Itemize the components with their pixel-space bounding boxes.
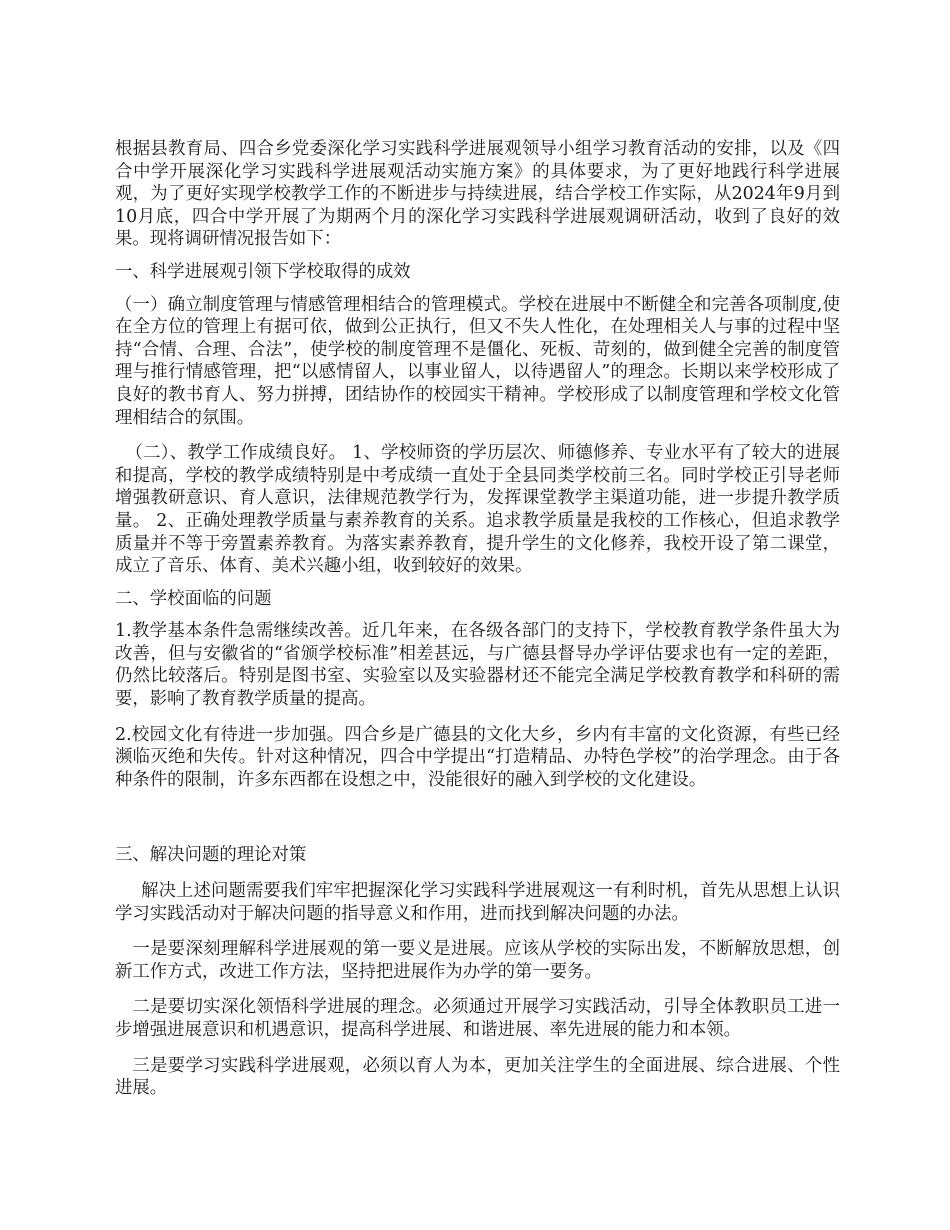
section-2-paragraph-2: 2.校园文化有待进一步加强。四合乡是广德县的文化大乡，乡内有丰富的文化资源，有些已经濒临灭绝和失传。针对这种情况，四合中学提出“打造精品、办特色学校”的治学理念。由于各种条件的限制，许多东西都在设想之中，没能很好的融入到学校的文化建设。 bbox=[115, 724, 840, 790]
section-1-paragraph-1: （一）确立制度管理与情感管理相结合的管理模式。学校在进展中不断健全和完善各项制度,使在全方位的管理上有据可依，做到公正执行，但又不失人性化，在处理相关人与事的过程中坚持“合情、合理、合法”，使学校的制度管理不是僵化、死板、苛刻的，做到健全完善的制度管理与推行情感管理，把“以感情留人，以事业留人，以待遇留人”的理念。长期以来学校形成了良好的教书育人、努力拼搏，团结协作的校园实干精神。学校形成了以制度管理和学校文化管理相结合的氛围。 bbox=[115, 294, 840, 428]
section-3-paragraph-3: 二是要切实深化领悟科学进展的理念。必须通过开展学习实践活动，引导全体教职员工进一步增强进展意识和机遇意识，提高科学进展、和谐进展、率先进展的能力和本领。 bbox=[115, 997, 840, 1040]
section-3-heading: 三、解决问题的理论对策 bbox=[115, 845, 307, 866]
section-2-heading: 二、学校面临的问题 bbox=[115, 588, 272, 609]
section-1-paragraph-2: （二）、教学工作成绩良好。 1、学校师资的学历层次、师德修养、专业水平有了较大的进展和提高，学校的教学成绩特别是中考成绩一直处于全县同类学校前三名。同时学校正引导老师增强教研意识、育人意识，法律规范教学行为，发挥课堂教学主渠道功能，进一步提升教学质量。 2、正确处理教学质量与素养教育的关系。追求教学质量是我校的工作核心，但追求教学质量并不等于旁置素养教育。为落实素养教育，提升学生的文化修养，我校开设了第二课堂，成立了音乐、体育、美术兴趣小组，收到较好的效果。 bbox=[115, 443, 840, 577]
section-1-heading: 一、科学进展观引领下学校取得的成效 bbox=[115, 261, 411, 282]
section-3-paragraph-1: 解决上述问题需要我们牢牢把握深化学习实践科学进展观这一有利时机，首先从思想上认识学习实践活动对于解决问题的指导意义和作用，进而找到解决问题的办法。 bbox=[115, 881, 840, 924]
intro-paragraph: 根据县教育局、四合乡党委深化学习实践科学进展观领导小组学习教育活动的安排，以及《四合中学开展深化学习实践科学进展观活动实施方案》的具体要求，为了更好地践行科学进展观，为了更好实现学校教学工作的不断进步与持续进展，结合学校工作实际，从2024年9月到10月底，四合中学开展了为期两个月的深化学习实践科学进展观调研活动，收到了良好的效果。现将调研情况报告如下： bbox=[115, 139, 840, 250]
document-page bbox=[115, 138, 840, 1100]
section-2-paragraph-1: 1.教学基本条件急需继续改善。近几年来，在各级各部门的支持下，学校教育教学条件虽大为改善，但与安徽省的“省颁学校标准”相差甚远，与广德县督导办学评估要求也有一定的差距，仍然比较落后。特别是图书室、实验室以及实验器材还不能完全满足学校教育教学和科研的需要，影响了教育教学质量的提高。 bbox=[115, 621, 840, 710]
section-3-paragraph-2: 一是要深刻理解科学进展观的第一要义是进展。应该从学校的实际出发，不断解放思想，创新工作方式，改进工作方法，坚持把进展作为办学的第一要务。 bbox=[115, 939, 840, 982]
section-3-paragraph-4: 三是要学习实践科学进展观，必须以育人为本，更加关注学生的全面进展、综合进展、个性进展。 bbox=[115, 1055, 840, 1099]
